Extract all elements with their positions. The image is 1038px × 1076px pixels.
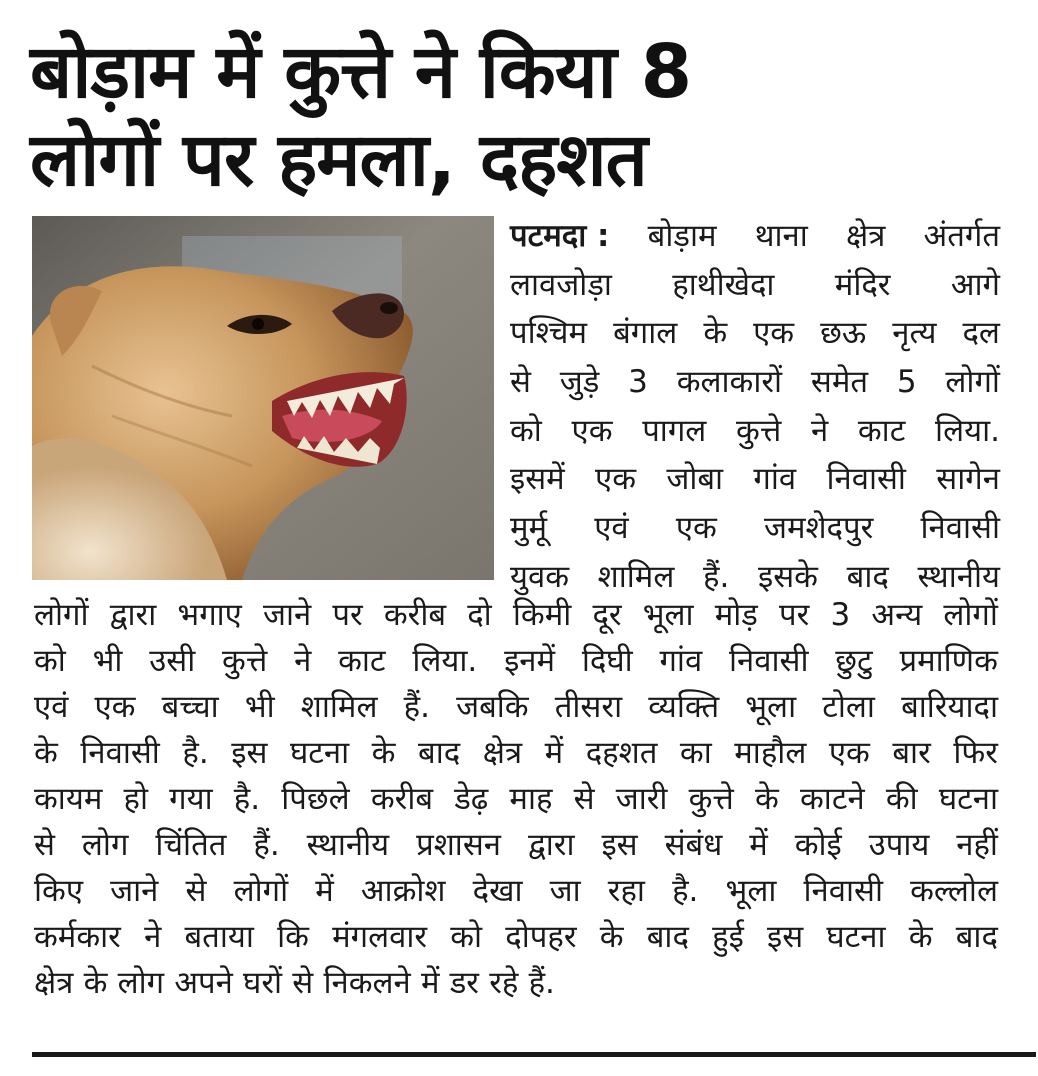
article-word: लोग: [117, 965, 165, 1001]
article-word: घटना: [826, 919, 886, 955]
article-word: भी: [92, 643, 123, 679]
article-word: बाद: [955, 919, 998, 955]
article-word: द्वारा: [109, 597, 157, 633]
article-word: पागल: [642, 412, 707, 449]
article-word: इस: [601, 827, 638, 863]
article-word: के: [755, 781, 779, 817]
article-word: है.: [182, 735, 209, 771]
article-word: इसमें: [510, 461, 565, 498]
article-word: हुई: [712, 919, 744, 955]
article-word: को: [34, 643, 66, 679]
article-word: काट: [857, 412, 906, 449]
article-word: जाने: [262, 597, 312, 633]
article-word: को: [510, 412, 542, 449]
article-word: लावजोड़ा: [510, 266, 612, 303]
article-word: स्थानीय: [917, 558, 1000, 595]
article-word: डर: [449, 965, 479, 1001]
article-word: कुत्ते: [222, 643, 268, 679]
article-word: कलाकारों: [676, 364, 783, 401]
article-word: क्षेत्र: [482, 735, 523, 771]
article-word: में: [420, 965, 440, 1001]
article-word: इस: [766, 919, 804, 955]
article-word: बाद: [846, 558, 889, 595]
article-word: के: [703, 315, 728, 352]
article-word: घटना: [938, 781, 998, 817]
article-word: एक: [753, 315, 795, 352]
article-word: से: [185, 873, 207, 909]
article-word: प्रशासन: [416, 827, 501, 863]
article-word: में: [315, 873, 334, 909]
article-word: 5: [896, 364, 917, 401]
article-word: समेत: [810, 364, 869, 401]
article-column-beside-photo: [510, 212, 1000, 602]
article-word: में: [749, 827, 768, 863]
article-full-line: [34, 960, 998, 1006]
article-word: शामिल: [300, 689, 378, 725]
article-word: काट: [338, 643, 386, 679]
article-word: एक: [571, 412, 613, 449]
article-word: निकलने: [323, 965, 411, 1001]
article-word: ने: [294, 643, 312, 679]
article-word: डेढ़: [454, 781, 489, 817]
article-word: में: [544, 735, 564, 771]
article-full-line: [34, 684, 998, 730]
article-word: काटने: [799, 781, 865, 817]
article-word: लोगों: [945, 364, 1000, 401]
article-side-line: [510, 407, 1000, 456]
dog-photo: [32, 216, 494, 580]
article-word: एवं: [34, 689, 69, 725]
article-word: गया: [169, 781, 213, 817]
article-word: अंतर्गत: [923, 218, 1000, 254]
article-word: एक: [94, 689, 136, 725]
article-word: एवं: [594, 510, 629, 547]
article-word: कि: [277, 919, 309, 955]
article-word: को: [450, 919, 483, 955]
article-word: के: [908, 919, 933, 955]
article-word: छुटु: [835, 643, 873, 679]
article-word: से: [34, 827, 55, 863]
headline-line-2: लोगों पर हमला, दहशत: [30, 117, 647, 203]
article-word: किए: [34, 873, 83, 909]
article-full-line: [34, 776, 998, 822]
article-word: दिघी: [581, 643, 633, 679]
article-full-line: [34, 638, 998, 684]
article-word: के: [34, 735, 58, 771]
article-word: गांव: [659, 643, 703, 679]
article-word: किमी: [512, 597, 572, 633]
article-word: की: [885, 781, 918, 817]
article-word: निवासी: [729, 643, 809, 679]
article-word: इनमें: [504, 643, 556, 679]
article-word: कर्मकार: [34, 919, 121, 955]
bottom-divider: [32, 1052, 1036, 1057]
article-word: निवासी: [80, 735, 160, 771]
article-word: चिंतित: [155, 827, 227, 863]
article-word: दहशत: [585, 735, 658, 771]
article-word: मुर्मू: [510, 510, 548, 547]
article-word: कायम: [34, 781, 103, 817]
article-word: बच्चा: [161, 689, 219, 725]
article-full-line: [34, 592, 998, 638]
article-word: अपने: [174, 965, 233, 1001]
dateline: पटमदा :: [510, 218, 610, 254]
article-word: व्यक्ति: [648, 689, 720, 725]
headline: [30, 28, 1010, 204]
article-word: हैं.: [253, 827, 280, 863]
article-word: हो: [123, 781, 149, 817]
article-word: है.: [672, 873, 699, 909]
article-word: संबंध: [664, 827, 723, 863]
article-word: एक: [828, 735, 870, 771]
article-word: भूला: [745, 689, 797, 725]
article-word: निवासी: [803, 873, 883, 909]
article-word: लोगों: [233, 873, 289, 909]
article-word: जबकि: [456, 689, 529, 725]
article-word: पिछले: [281, 781, 350, 817]
article-word: क्षेत्र: [845, 218, 886, 254]
article-word: के: [83, 965, 108, 1001]
article-word: भगाए: [177, 597, 242, 633]
article-full-line: [34, 914, 998, 960]
article-word: देखा: [472, 873, 523, 909]
article-word: नृत्य: [892, 315, 937, 352]
article-word: आक्रोश: [360, 873, 446, 909]
article-word: आगे: [950, 266, 1000, 303]
article-word: फिर: [953, 735, 998, 771]
article-word: गांव: [753, 461, 797, 498]
article-word: का: [679, 735, 712, 771]
article-word: घटना: [289, 735, 350, 771]
article-word: निवासी: [826, 461, 906, 498]
article-full-line: [34, 868, 998, 914]
article-word: दूर: [592, 597, 622, 633]
article-word: है.: [233, 781, 261, 817]
article-word: करीब: [370, 781, 434, 817]
article-word: बंगाल: [613, 315, 678, 352]
article-word: ने: [810, 412, 829, 449]
article-word: युवक: [510, 558, 570, 595]
article-word: निवासी: [920, 510, 1000, 547]
article-word: लोगों: [943, 597, 998, 633]
article-word: उसी: [149, 643, 196, 679]
article-word: लिया.: [412, 643, 478, 679]
article-word: जाने: [110, 873, 159, 909]
article-side-line: [510, 455, 1000, 504]
article-word: के: [599, 919, 624, 955]
article-word: इस: [231, 735, 268, 771]
article-word: जा: [549, 873, 581, 909]
article-word: लोगों: [34, 597, 89, 633]
article-word: बार: [892, 735, 931, 771]
article-word: माह: [509, 781, 553, 817]
article-word: सागेन: [936, 461, 1000, 498]
article-side-line: [510, 504, 1000, 553]
article-word: रहे: [489, 965, 519, 1001]
article-word: लोग: [81, 827, 129, 863]
article-word: रहा: [607, 873, 645, 909]
article-word: शामिल: [597, 558, 675, 595]
article-word: छऊ: [820, 315, 867, 352]
article-word: थाना: [754, 218, 808, 254]
article-word: माहौल: [734, 735, 807, 771]
article-word: से: [573, 781, 595, 817]
article-word: पर: [779, 597, 810, 633]
article-word: दो: [467, 597, 492, 633]
article-word: हैं.: [703, 558, 730, 595]
article-word: दल: [962, 315, 1000, 352]
article-word: तीसरा: [554, 689, 623, 725]
article-word: इसके: [757, 558, 818, 595]
article-word: हैं.: [403, 689, 430, 725]
article-word: द्वारा: [527, 827, 575, 863]
article-word: घरों: [243, 965, 283, 1001]
article-word: मोड़: [714, 597, 758, 633]
article-word: जमशेदपुर: [763, 510, 874, 547]
article-word: एक: [675, 510, 717, 547]
article-word: मंदिर: [834, 266, 891, 303]
article-full-line: [34, 822, 998, 868]
article-word: भूला: [642, 597, 694, 633]
article-word: जोबा: [666, 461, 724, 498]
article-word: कोई: [794, 827, 842, 863]
article-word: बताया: [184, 919, 254, 955]
article-word: उपाय: [868, 827, 930, 863]
article-word: बाद: [646, 919, 689, 955]
article-word: पर: [332, 597, 363, 633]
article-word: हाथीखेदा: [672, 266, 775, 303]
article-word: के: [371, 735, 396, 771]
article-side-line: [510, 212, 1000, 261]
article-word: मंगलवार: [332, 919, 428, 955]
article-word: भूला: [725, 873, 777, 909]
article-word: कुत्ते: [736, 412, 782, 449]
article-word: नहीं: [956, 827, 998, 863]
article-side-line: [510, 309, 1000, 358]
article-word: 3: [830, 597, 851, 633]
headline-line-1: बोड़ाम में कुत्ते ने किया 8: [30, 29, 692, 115]
article-full-width-text: [34, 592, 998, 1006]
article-word: प्रमाणिक: [899, 643, 998, 679]
article-word: लिया.: [935, 412, 1000, 449]
article-word: कल्लोल: [910, 873, 998, 909]
article-word: बारियादा: [901, 689, 998, 725]
article-word: अन्य: [871, 597, 923, 633]
article-word: से: [292, 965, 314, 1001]
article-word: से: [510, 364, 531, 401]
dog-photo-illustration: [32, 216, 494, 580]
article-word: बोड़ाम: [647, 218, 717, 254]
article-word: दोपहर: [505, 919, 577, 955]
article-word: बाद: [418, 735, 461, 771]
article-word: ने: [144, 919, 162, 955]
article-word: करीब: [383, 597, 447, 633]
article-word: जारी: [615, 781, 668, 817]
article-word: पश्चिम: [510, 315, 588, 352]
article-word: भी: [244, 689, 275, 725]
article-word: कुत्ते: [688, 781, 734, 817]
article-word: क्षेत्र: [34, 965, 74, 1001]
article-side-line: [510, 261, 1000, 310]
article-word: हैं.: [528, 965, 555, 1001]
article-side-line: [510, 358, 1000, 407]
article-full-line: [34, 730, 998, 776]
article-word: एक: [595, 461, 636, 498]
article-word: 3: [628, 364, 648, 401]
article-word: जुड़े: [559, 364, 600, 401]
article-word: टोला: [822, 689, 875, 725]
article-word: स्थानीय: [306, 827, 390, 863]
